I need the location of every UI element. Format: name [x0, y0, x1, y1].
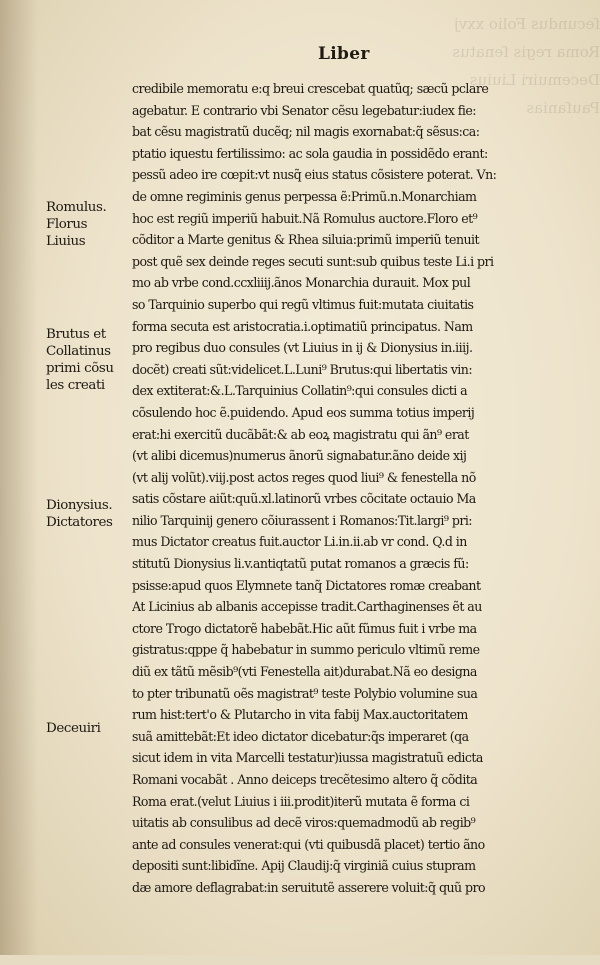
text-line: (vt alij volũt).viij.post actos reges quod liui⁹ & fenestella nõ — [132, 469, 476, 485]
margin-note-line: Liuius — [46, 234, 86, 249]
bleed-through-text: ſecundus Folio xxvj Roma regis ſenatus Decemuiri Liuius Pauſanias — [452, 15, 600, 117]
margin-note-line: Romulus. — [46, 200, 107, 215]
text-line: de omne regiminis genus perpessa ẽ:Primũ.n.Monarchiam — [132, 188, 477, 204]
margin-note-line: Dionysius. — [46, 498, 113, 513]
text-line: mus Dictator creatus fuit.auctor Li.in.ii.ab vr cond. Q.d in — [132, 534, 467, 550]
margin-note-line: Dictatores — [46, 515, 113, 530]
margin-note-line: Deceuiri — [46, 721, 101, 736]
text-line: docẽt) creati sũt:videlicet.L.Luni⁹ Brutus:qui libertatis vin: — [132, 361, 473, 377]
margin-note-line: Brutus et — [46, 327, 106, 342]
margin-note-line: les creati — [46, 378, 105, 393]
gutter-shadow — [0, 0, 38, 955]
text-line: diũ ex tãtũ mẽsib⁹(vti Fenestella ait)durabat.Nã eo designa — [132, 664, 477, 680]
text-line: gistratus:qppe q̃ habebatur in summo periculo vltimũ reme — [132, 642, 480, 658]
text-line: Romani vocabãt . Anno deiceps trecẽtesimo altero q̃ cõdita — [132, 772, 478, 787]
text-line: dæ amore deflagrabat:in seruitutẽ asserere voluit:q̃ quũ pro — [132, 879, 486, 895]
text-line: so Tarquinio superbo qui regũ vltimus fuit:mutata ciuitatis — [132, 296, 474, 312]
margin-note-dionysius — [46, 497, 113, 531]
text-line: erat:hi exercitũ ducãbãt:& ab eoꝝ magistratu qui ãn⁹ erat — [132, 426, 469, 442]
text-line: forma secuta est aristocratia.i.optimatiũ principatus. Nam — [132, 318, 473, 334]
text-line: dex extiterat:&.L.Tarquinius Collatin⁹:qui consules dicti a — [132, 383, 468, 399]
text-line: cõsulendo hoc ẽ.puidendo. Apud eos summa totius imperij — [132, 404, 475, 420]
text-line: pro regibus duo consules (vt Liuius in ij & Dionysius in.iiij. — [132, 340, 473, 356]
text-line: (vt alibi dicemus)numerus ãnorũ signabatur.ãno deide xij — [132, 448, 467, 464]
text-line: At Licinius ab albanis accepisse tradit.Carthaginenses ẽt au — [132, 599, 482, 615]
text-line: mo ab vrbe cond.ccxliiij.ãnos Monarchia durauit. Mox pul — [132, 275, 471, 291]
text-line: pessũ adeo ire cœpit:vt nusq̃ eius status cõsistere poterat. Vn: — [132, 167, 497, 183]
text-line: cõditor a Marte genitus & Rhea siluia:primũ imperiũ tenuit — [132, 232, 480, 248]
text-line: satis cõstare aiũt:quũ.xl.latinorũ vrbes cõcitate octauio Ma — [132, 491, 476, 507]
text-line: rum hist:tert'o & Plutarcho in vita fabij Max.auctoritatem — [132, 707, 468, 723]
text-line: ante ad consules venerat:qui (vti quibusdã placet) tertio ãno — [132, 836, 485, 852]
text-line: Roma erat.(velut Liuius i iii.prodit)iterũ mutata ẽ forma ci — [132, 793, 470, 809]
text-line: suã amittebãt:Et ideo dictator dicebatur:q̃s imperaret (qa — [132, 728, 469, 744]
margin-note-line: Florus — [46, 217, 88, 232]
running-head: Liber — [318, 44, 370, 64]
text-line: agebatur. E contrario vbi Senator cẽsu legebatur:iudex fie: — [132, 102, 476, 118]
text-line: bat cẽsu magistratũ ducẽq; nil magis exornabat:q̃ sẽsus:ca: — [132, 124, 480, 140]
text-line: nilio Tarquinij genero cõiurassent i Romanos:Tit.largi⁹ pri: — [132, 512, 473, 528]
text-line: ptatio iquestu fertilissimo: ac sola gaudia in possidẽdo erant: — [132, 145, 488, 161]
text-line: stitutũ Dionysius li.v.antiqtatũ putat romanos a græcis fũ: — [132, 556, 469, 572]
text-line: uitatis ab consulibus ad decẽ viros:quemadmodũ ab regib⁹ — [132, 815, 476, 831]
text-line: depositi sunt:libidĩne. Apij Claudij:q̃ virginiã cuius stupram — [132, 858, 476, 874]
margin-note-romulus — [46, 199, 106, 250]
margin-note-line: primi cõsu — [46, 361, 114, 376]
text-line: credibile memoratu e:q breui crescebat quatũq; sæcũ pclare — [132, 81, 489, 96]
text-line: hoc est regiũ imperiũ habuit.Nã Romulus auctore.Floro et⁹ — [132, 210, 478, 226]
text-line: ctore Trogo dictatorẽ habebãt.Hic aũt fũmus fuit i vrbe ma — [132, 620, 477, 636]
margin-note-decemviri — [46, 720, 100, 737]
text-line: to pter tribunatũ oẽs magistrat⁹ teste Polybio volumine sua — [132, 685, 478, 701]
margin-note-line: Collatinus — [46, 344, 111, 359]
text-line: sicut idem in vita Marcelli testatur)iussa magistratuũ edicta — [132, 750, 483, 766]
text-line: psisse:apud quos Elymnete tanq̃ Dictatores romæ creabant — [132, 577, 481, 593]
text-line: post quẽ sex deinde reges secuti sunt:sub quibus teste Li.i pri — [132, 253, 494, 269]
margin-note-brutus — [46, 326, 114, 394]
main-text-block — [132, 78, 570, 899]
